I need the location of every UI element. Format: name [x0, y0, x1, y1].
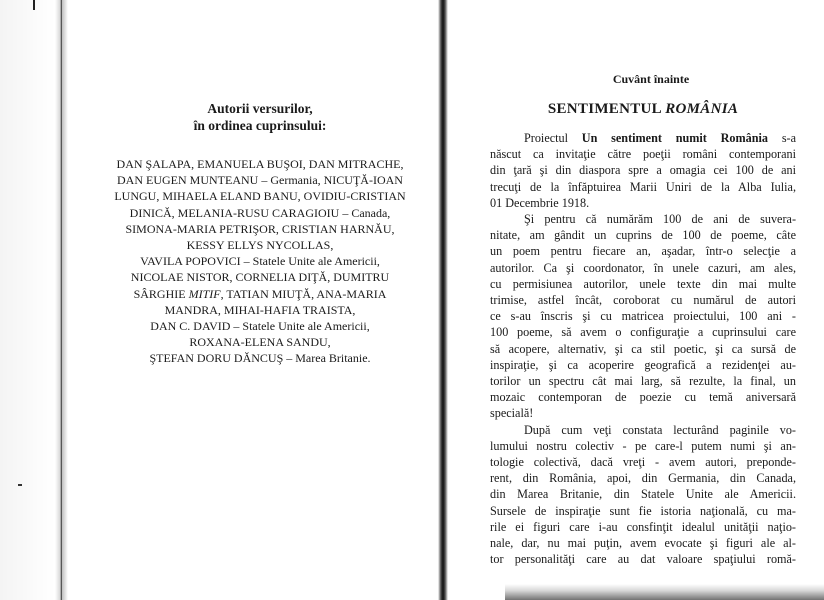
body-line: trecuţi de la înfăptuirea Marii Uniri de la Alba Iulia,: [490, 179, 796, 194]
authors-line: LUNGU, MIHAELA ELAND BANU, OVIDIU-CRISTIAN: [114, 189, 406, 204]
scan-mark-left: [33, 0, 35, 10]
body-line: rile ei figuri care i-au consfinţit idealul unităţii naţio-: [490, 519, 796, 534]
body-line: din ţară şi din diaspora spre a omagia cei 100 de ani: [490, 163, 796, 178]
authors-heading: [100, 100, 420, 134]
scan-mark-right: [442, 0, 444, 10]
authors-list: [100, 156, 420, 367]
body-line: Sursele de inspiraţie sunt fie istoria naţională, cu ma-: [490, 503, 796, 518]
body-line: un poem pentru fiecare an, aşadar, într-o selecţie a: [490, 244, 796, 259]
foreword-body: [490, 130, 796, 567]
body-line: tor personalităţi care au dat valoare spaţiului romă-: [490, 552, 796, 567]
authors-line: MANDRA, MIHAI-HAFIA TRAISTA,: [164, 302, 356, 317]
body-line: născut ca invitaţie către poeţii români contemporani: [490, 147, 796, 162]
authors-line: DAN ŞALAPA, EMANUELA BUŞOI, DAN MITRACHE,: [116, 157, 404, 171]
authors-line: ROXANA-ELENA SANDU,: [189, 335, 331, 350]
body-line: inspiraţie, şi ca acoperire geografică a rezidenţei au-: [490, 357, 796, 372]
authors-line-part: SÂRGHIE: [133, 286, 186, 301]
body-line: Şi pentru că numărăm 100 de ani de suvera-: [524, 212, 796, 227]
body-line: cu permisiunea autorilor, unele texte din mai multe: [490, 276, 796, 291]
authors-line: KESSY ELLYS NYCOLLAS,: [186, 238, 334, 253]
body-line: specială!: [490, 406, 534, 421]
authors-line-italic: MITIF: [188, 286, 221, 301]
body-line: rent, din România, apoi, din Germania, din Canada,: [490, 471, 796, 486]
authors-heading-line-2: în ordinea cuprinsului:: [193, 118, 327, 133]
chapter-title-main: SENTIMENTUL: [547, 101, 662, 117]
body-line: nitate, am gândit un cuprins de 100 de poeme, câte: [490, 228, 796, 243]
chapter-title-italic: ROMÂNIA: [665, 101, 739, 117]
chapter-title: [490, 100, 796, 118]
book-spine: [438, 0, 448, 600]
body-line: 01 Decembrie 1918.: [490, 195, 590, 210]
body-line-part: s-a: [781, 131, 797, 145]
authors-line-part: , TATIAN MIUŢĂ, ANA-MARIA: [220, 286, 387, 301]
body-line: din Marea Britanie, din Statele Unite ale Americii.: [490, 487, 796, 502]
project-name: Un sentiment numit România: [581, 131, 769, 145]
body-line: ce s-au înscris şi cu matricea proiectului, 100 ani -: [490, 309, 796, 324]
foreword-label: Cuvânt înainte: [612, 72, 690, 86]
scan-speck: [18, 484, 22, 486]
right-page: [490, 72, 796, 567]
page-edge-left: [0, 0, 62, 600]
body-line: să acopere, alternativ, şi ca stil poetic, şi ca sursă de: [490, 341, 796, 356]
left-page: [100, 100, 420, 367]
authors-line: NICOLAE NISTOR, CORNELIA DIŢĂ, DUMITRU: [130, 270, 390, 285]
authors-line: DAN C. DAVID – Statele Unite ale Americii,: [150, 319, 370, 334]
body-line: autorilor. Ca şi coordonator, în unele cazuri, am ales,: [490, 260, 796, 275]
body-line: tologie colectivă, dacă vreţi - avem autori, preponde-: [490, 455, 796, 470]
body-line: După cum veţi constata lecturând paginile vo-: [524, 422, 796, 437]
authors-line: ŞTEFAN DORU DĂNCUŞ – Marea Britanie.: [149, 351, 371, 366]
authors-line: DAN EUGEN MUNTEANU – Germania, NICUŢĂ-IOAN: [117, 173, 403, 188]
body-line: nale, dar, nu mai puţin, avem evocate şi figuri ale al-: [490, 536, 796, 551]
authors-line: [100, 286, 420, 302]
authors-heading-line-1: Autorii versurilor,: [207, 101, 313, 116]
body-line: torilor un spectru cât mai larg, să rezulte, la final, un: [490, 374, 796, 389]
body-line: 100 poeme, să avem o configuraţie a cuprinsului care: [490, 325, 796, 340]
body-line: mozaic contemporan de poezie cu temă aniversară: [490, 390, 796, 405]
body-line-part: Proiectul: [524, 131, 569, 145]
body-line: trimise, astfel încât, coroborat cu numărul de autori: [490, 293, 796, 308]
scan-bottom-shadow: [505, 584, 824, 600]
authors-line: DINICĂ, MELANIA-RUSU CARAGIOIU – Canada,: [129, 205, 391, 220]
authors-line: VAVILA POPOVICI – Statele Unite ale Americii,: [140, 254, 380, 269]
body-line: lumului nostru colectiv - pe care-l putem numi şi an-: [490, 438, 796, 453]
authors-line: SIMONA-MARIA PETRIŞOR, CRISTIAN HARNĂU,: [125, 221, 395, 236]
page-edge-shadow: [62, 0, 68, 600]
body-line: [490, 130, 796, 146]
